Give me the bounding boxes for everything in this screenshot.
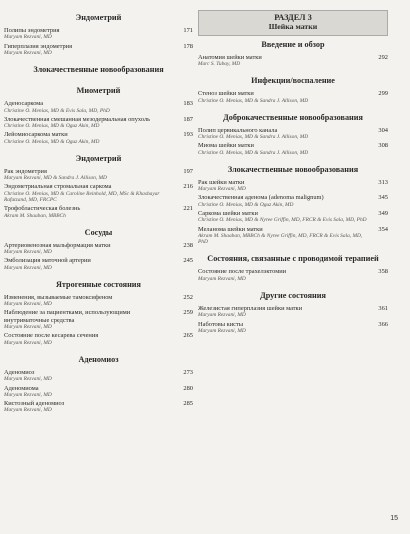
entry-page-number: 308 [378, 142, 388, 150]
entry-page-number: 252 [183, 293, 193, 301]
toc-entry[interactable] [198, 305, 388, 319]
entry-title: Трофобластическая болезнь [4, 205, 81, 213]
toc-entry[interactable] [4, 400, 193, 414]
toc-entry[interactable] [4, 257, 193, 271]
entry-title: Артериовенозная мальформация матки [4, 241, 111, 249]
section-heading: Миометрий [76, 86, 121, 96]
entry-author: Akram M. Shaaban, MBBCh & Nyree Griffin, MD, FRCR & Evis Sala, MD, PhD [198, 232, 363, 246]
entry-author: Maryam Rezvani, MD [4, 34, 52, 41]
entry-author: Christine O. Menias, MD & Nyree Griffin, MD, FRCR & Evis Sala, MD, PhD [198, 217, 367, 224]
entry-title: Изменения, вызываемые тамоксифеном [4, 293, 113, 301]
section-spacer [4, 147, 193, 151]
entry-title: Рак эндометрия [4, 167, 47, 175]
entry-author: Maryam Rezvani, MD [4, 249, 52, 256]
toc-entry[interactable] [198, 127, 388, 141]
section-title: Шейка матки [268, 21, 318, 31]
section-heading: Злокачественные новообразования [227, 164, 359, 174]
entry-page-number: 221 [183, 205, 193, 213]
entry-title: Аденосаркома [4, 100, 44, 108]
entry-author: Christine O. Menias, MD & Evis Sala, MD, PhD [4, 107, 110, 114]
entry-title: Гиперплазия эндометрия [4, 42, 73, 50]
toc-entry[interactable] [198, 54, 388, 68]
entry-author: Maryam Rezvani, MD [198, 327, 246, 334]
toc-entry[interactable] [4, 100, 193, 114]
entry-author: Maryam Rezvani, MD [4, 301, 52, 308]
entry-title: Полип цервикального канала [198, 126, 278, 134]
entry-page-number: 361 [378, 304, 388, 312]
entry-author: Akram M. Shaaban, MBBCh [4, 212, 66, 219]
section-spacer [198, 69, 388, 73]
toc-entry[interactable] [198, 194, 388, 208]
entry-page-number: 358 [378, 268, 388, 276]
section-spacer [4, 221, 193, 225]
entry-title: Аденомиоз [4, 368, 35, 376]
entry-author: Maryam Rezvani, MD [4, 324, 52, 331]
section-spacer [4, 79, 193, 83]
toc-entry[interactable] [4, 309, 193, 330]
section-spacer [198, 158, 388, 162]
entry-author: Maryam Rezvani, MD & Sandra J. Allison, MD [4, 175, 107, 182]
section-heading: Другие состояния [260, 290, 326, 300]
entry-page-number: 349 [378, 210, 388, 218]
section-heading: Эндометрий [75, 153, 122, 163]
toc-entry[interactable] [4, 131, 193, 145]
right-column [198, 10, 388, 336]
entry-title: Злокачественная смешанная мезодермальная опухоль [4, 115, 151, 123]
entry-title: Злокачественная аденома (adenoma malignum) [198, 194, 324, 202]
section-heading: Ятрогенные состояния [56, 279, 141, 289]
entry-author: Christine O. Menias, MD & Sandra J. Allison, MD [198, 134, 309, 141]
entry-page-number: 245 [183, 257, 193, 265]
section-spacer [198, 284, 388, 288]
entry-page-number: 238 [183, 241, 193, 249]
toc-entry[interactable] [198, 268, 388, 282]
entry-author: Maryam Rezvani, MD [4, 264, 52, 271]
entry-page-number: 354 [378, 225, 388, 233]
section-spacer [198, 247, 388, 251]
toc-entry[interactable] [198, 226, 388, 246]
entry-title: Полипы эндометрия [4, 27, 60, 35]
entry-page-number: 183 [183, 100, 193, 108]
toc-entry[interactable] [198, 321, 388, 335]
entry-page-number: 171 [183, 27, 193, 35]
section-heading: Аденомиоз [78, 354, 119, 364]
entry-author: Maryam Rezvani, MD [198, 312, 246, 319]
toc-entry[interactable] [4, 385, 193, 399]
section-banner [198, 10, 388, 36]
section-heading: Доброкачественные новообразования [223, 112, 363, 122]
entry-author: Maryam Rezvani, MD [4, 49, 52, 56]
entry-title: Наблюдение за пациентками, использующими внутриматочные средства [4, 309, 131, 324]
toc-entry[interactable] [4, 369, 193, 383]
toc-entry[interactable] [4, 242, 193, 256]
entry-author: Christine O. Menias, MD & Sandra J. Allison, MD [198, 149, 309, 156]
toc-entry[interactable] [198, 90, 388, 104]
entry-page-number: 193 [183, 131, 193, 139]
entry-author: Christine O. Menias, MD & Oguz Akin, MD [4, 123, 100, 130]
toc-entry[interactable] [4, 27, 193, 41]
section-heading: Инфекции/воспаление [251, 76, 335, 86]
left-column [4, 10, 193, 416]
entry-title: Миома шейки матки [198, 142, 254, 150]
entry-author: Maryam Rezvani, MD [4, 407, 52, 414]
entry-page-number: 366 [378, 320, 388, 328]
toc-entry[interactable] [4, 116, 193, 130]
entry-title: Саркома шейки матки [198, 210, 258, 218]
entry-title: Кистозный аденомиоз [4, 400, 65, 408]
entry-author: Maryam Rezvani, MD [198, 186, 246, 193]
entry-author: Christine O. Menias, MD & Caroline Reinhold, MD, MSc & Khashayar Rafatzand, MD, FRCPC [4, 190, 160, 203]
section-heading: Введение и обзор [261, 39, 325, 49]
section-number: РАЗДЕЛ 3 [274, 13, 312, 22]
toc-entry[interactable] [4, 183, 193, 203]
toc-entry[interactable] [4, 294, 193, 308]
toc-entry[interactable] [4, 168, 193, 182]
section-spacer [4, 58, 193, 62]
section-spacer [4, 348, 193, 352]
entry-author: Maryam Rezvani, MD [4, 339, 52, 346]
entry-title: Наботовы кисты [198, 320, 244, 328]
entry-page-number: 259 [183, 309, 193, 317]
entry-page-number: 285 [183, 400, 193, 408]
entry-author: Maryam Rezvani, MD [4, 376, 52, 383]
entry-title: Состояние после кесарева сечения [4, 332, 99, 340]
entry-title: Эндометриальная стромальная саркома [4, 183, 112, 191]
entry-author: Marc S. Tubay, MD [198, 60, 241, 67]
section-heading: Эндометрий [75, 13, 122, 22]
section-heading: Состояния, связанные с проводимой терапией [207, 254, 379, 264]
entry-author: Maryam Rezvani, MD [198, 275, 246, 282]
toc-entry[interactable] [4, 332, 193, 346]
entry-author: Christine O. Menias, MD & Oguz Akin, MD [198, 201, 294, 208]
toc-entry[interactable] [198, 142, 388, 156]
entry-title: Меланома шейки матки [198, 225, 263, 233]
entry-title: Рак шейки матки [198, 178, 245, 186]
entry-page-number: 273 [183, 368, 193, 376]
entry-author: Christine O. Menias, MD & Sandra J. Allison, MD [198, 97, 309, 104]
entry-author: Maryam Rezvani, MD [4, 391, 52, 398]
entry-page-number: 216 [183, 183, 193, 191]
entry-page-number: 197 [183, 167, 193, 175]
toc-entry[interactable] [198, 179, 388, 193]
section-spacer [4, 273, 193, 277]
entry-page-number: 187 [183, 115, 193, 123]
entry-title: Лейомиосаркома матки [4, 131, 68, 139]
toc-entry[interactable] [4, 43, 193, 57]
entry-title: Анатомия шейки матки [198, 53, 262, 61]
toc-entry[interactable] [4, 205, 193, 219]
entry-page-number: 313 [378, 178, 388, 186]
entry-author: Christine O. Menias, MD & Oguz Akin, MD [4, 138, 100, 145]
entry-title: Стеноз шейки матки [198, 90, 254, 98]
entry-page-number: 304 [378, 126, 388, 134]
entry-page-number: 265 [183, 332, 193, 340]
section-spacer [198, 106, 388, 110]
section-heading: Злокачественные новообразования [33, 65, 164, 75]
entry-page-number: 178 [183, 42, 193, 50]
entry-page-number: 292 [378, 53, 388, 61]
entry-title: Аденомиома [4, 384, 39, 392]
entry-title: Эмболизация маточной артерии [4, 257, 91, 265]
entry-page-number: 345 [378, 194, 388, 202]
entry-page-number: 280 [183, 384, 193, 392]
entry-page-number: 299 [378, 90, 388, 98]
section-heading: Сосуды [84, 227, 113, 237]
entry-title: Состояние после трахелэктомии [198, 268, 287, 276]
toc-entry[interactable] [198, 210, 388, 224]
entry-title: Железистая гиперплазия шейки матки [198, 304, 303, 312]
page-number: 15 [390, 515, 398, 522]
